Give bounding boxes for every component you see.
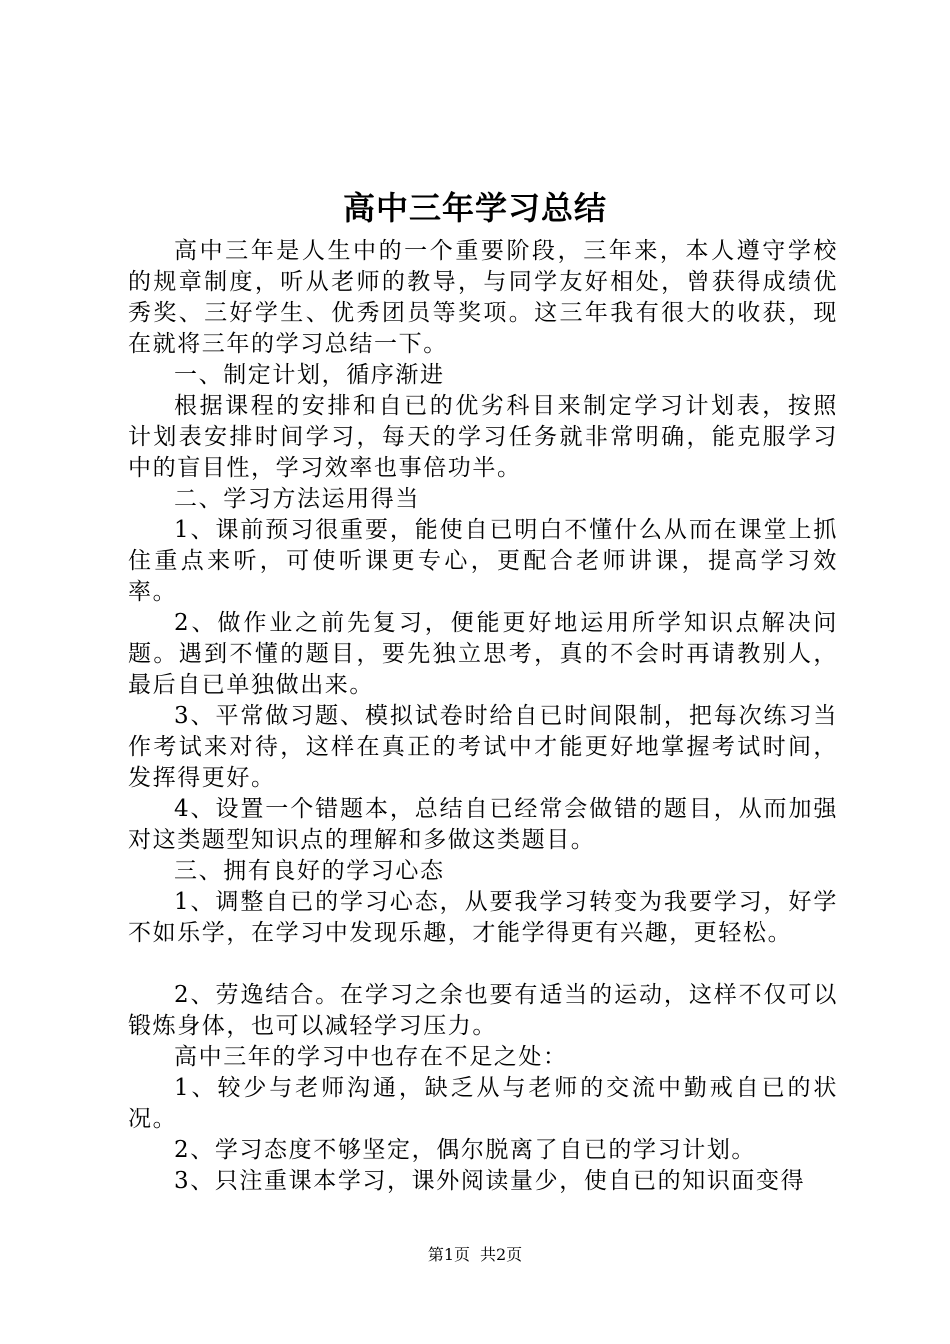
list-item: 1、调整自已的学习心态，从要我学习转变为我要学习，好学不如乐学，在学习中发现乐趣，才能学得更有兴趣，更轻松。 (128, 889, 838, 946)
paragraph-intro: 高中三年是人生中的一个重要阶段，三年来，本人遵守学校的规章制度，听从老师的教导，与同学友好相处，曾获得成绩优秀奖、三好学生、优秀团员等奖项。这三年我有很大的收获，现在就将三年的学习总结一下。 (128, 238, 838, 357)
page-total: 共2页 (480, 1245, 523, 1264)
document-title: 高中三年学习总结 (342, 189, 607, 227)
page-number: 第1页 (427, 1245, 470, 1264)
document-body (128, 236, 838, 1197)
list-item: 3、只注重课本学习，课外阅读量少，使自已的知识面变得 (174, 1168, 806, 1194)
section-heading-2: 二、学习方法运用得当 (174, 486, 420, 512)
list-item: 3、平常做习题、模拟试卷时给自已时间限制，把每次练习当作考试来对待，这样在真正的考试中才能更好地掌握考试时间，发挥得更好。 (128, 703, 838, 791)
list-item: 2、做作业之前先复习，便能更好地运用所学知识点解决问题。遇到不懂的题目，要先独立思考，真的不会时再请教别人，最后自已单独做出来。 (128, 610, 838, 698)
list-item: 2、学习态度不够坚定，偶尔脱离了自已的学习计划。 (174, 1137, 757, 1163)
list-item: 2、劳逸结合。在学习之余也要有适当的运动，这样不仅可以锻炼身体，也可以减轻学习压力。 (128, 982, 838, 1039)
paragraph: 根据课程的安排和自已的优劣科目来制定学习计划表，按照计划表安排时间学习，每天的学习任务就非常明确，能克服学习中的盲目性，学习效率也事倍功半。 (128, 393, 838, 481)
section-heading-3: 三、拥有良好的学习心态 (174, 858, 445, 884)
list-item: 1、较少与老师沟通，缺乏从与老师的交流中勤戒自已的状况。 (128, 1075, 838, 1132)
page-footer (0, 1245, 950, 1265)
paragraph: 高中三年的学习中也存在不足之处： (174, 1044, 568, 1070)
list-item: 1、课前预习很重要，能使自已明白不懂什么从而在课堂上抓住重点来听，可使听课更专心，更配合老师讲课，提高学习效率。 (128, 517, 838, 605)
section-heading-1: 一、制定计划，循序渐进 (174, 362, 445, 388)
list-item: 4、设置一个错题本，总结自已经常会做错的题目，从而加强对这类题型知识点的理解和多做这类题目。 (128, 796, 838, 853)
